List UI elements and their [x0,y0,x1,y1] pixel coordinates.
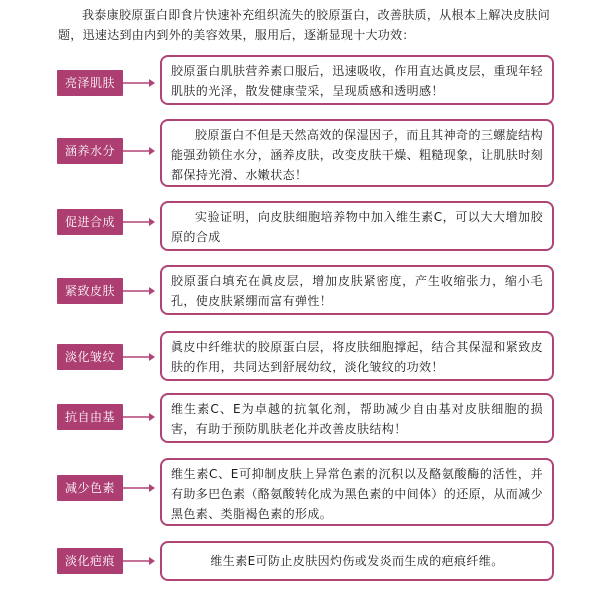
arrow-connector-icon [123,217,155,227]
benefit-label: 减少色素 [57,475,123,501]
benefit-description: 维生素E可防止皮肤因灼伤或发炎而生成的疤痕纤维。 [160,541,554,581]
benefit-label: 促进合成 [57,209,123,235]
benefit-label: 抗自由基 [57,404,123,430]
arrow-connector-icon [123,78,155,88]
arrow-connector-icon [123,412,155,422]
benefit-label: 淡化疤痕 [57,548,123,574]
benefit-description: 眞皮中纤维状的胶原蛋白层，将皮肤细胞撑起，结合其保湿和紧致皮肤的作用，共同达到舒展幼纹，淡化皱纹的功效！ [160,331,554,381]
benefit-label: 亮泽肌肤 [57,70,123,96]
intro-paragraph: 我泰康胶原蛋白即食片快速补充组织流失的胶原蛋白，改善肤质，从根本上解决皮肤问题，迅速达到由内到外的美容效果，服用后，逐渐显现十大功效： [58,8,550,42]
benefit-label: 紧致皮肤 [57,278,123,304]
benefit-label: 淡化皱纹 [57,344,123,370]
arrow-connector-icon [123,483,155,493]
benefit-description: 维生素C、E为卓越的抗氧化剂，帮助减少自由基对皮肤细胞的损害，有助于预防肌肤老化并改善皮肤结构！ [160,393,554,443]
arrow-connector-icon [123,556,155,566]
benefit-description: 胶原蛋白肌肤营养素口服后，迅速吸收，作用直达眞皮层，重现年轻肌肤的光泽，散发健康莹采，呈现质感和透明感！ [160,55,554,105]
benefit-description: 维生素C、E可抑制皮肤上异常色素的沉积以及酪氨酸酶的活性，并有助多巴色素（酪氨酸转化成为黑色素的中间体）的还原，从而减少黑色素、类脂褐色素的形成。 [160,458,554,526]
arrow-connector-icon [123,352,155,362]
arrow-connector-icon [123,286,155,296]
benefit-description: 胶原蛋白不但是天然高效的保湿因子，而且其神奇的三螺旋结构能强劲锁住水分，涵养皮肤，改变皮肤干燥、粗糙现象，让肌肤时刻都保持光滑、水嫩状态！ [160,119,554,187]
benefit-label: 涵养水分 [57,138,123,164]
arrow-connector-icon [123,146,155,156]
benefit-description: 胶原蛋白填充在眞皮层，增加皮肤紧密度，产生收缩张力，缩小毛孔，使皮肤紧绷而富有弹性！ [160,265,554,315]
benefit-description: 实验证明，向皮肤细胞培养物中加入维生素C，可以大大增加胶原的合成 [160,201,554,251]
